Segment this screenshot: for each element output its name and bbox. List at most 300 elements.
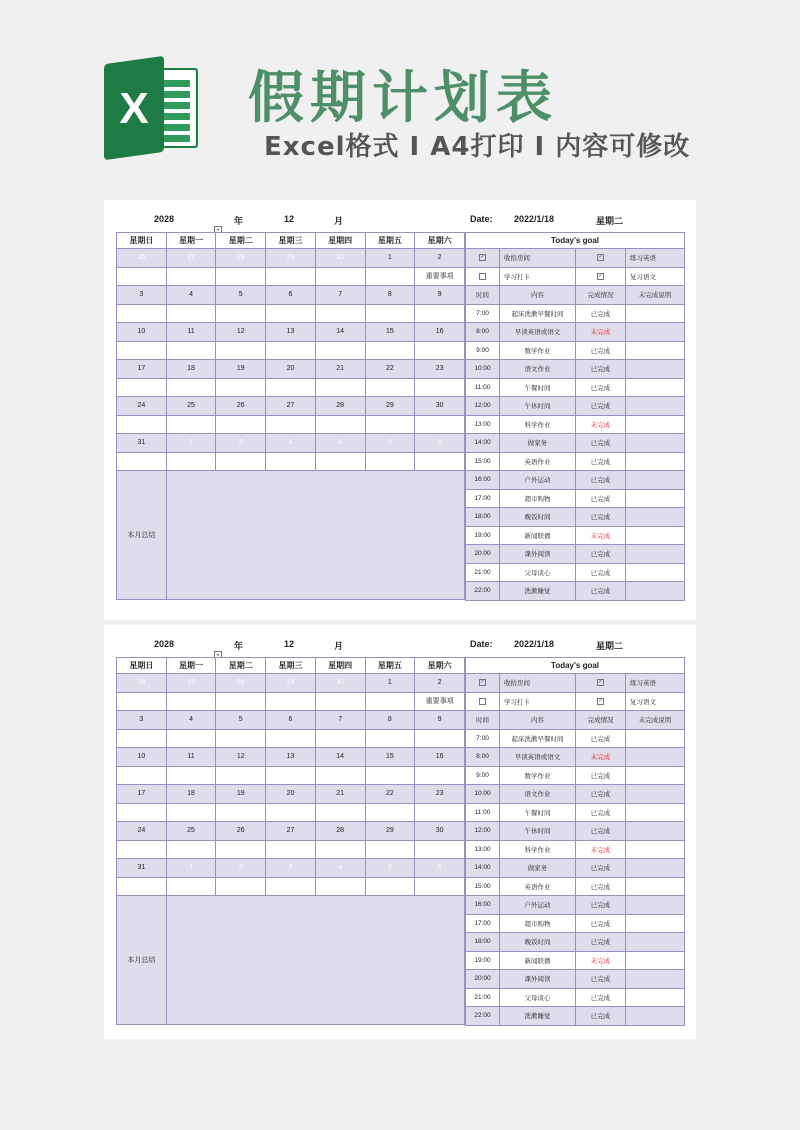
schedule-content[interactable]: 语文作业 <box>500 785 576 804</box>
calendar-day[interactable]: 6 <box>415 434 465 453</box>
schedule-content[interactable]: 晚饭时间 <box>500 508 576 527</box>
calendar-day[interactable]: 2 <box>216 859 266 878</box>
calendar-day[interactable]: 17 <box>117 360 167 379</box>
calendar-day[interactable]: 7 <box>315 286 365 305</box>
calendar-note-cell[interactable] <box>216 452 266 471</box>
calendar-note-cell[interactable] <box>315 877 365 896</box>
calendar-note-cell[interactable] <box>117 415 167 434</box>
calendar-note-cell[interactable] <box>266 692 316 711</box>
calendar-day[interactable]: 5 <box>365 434 415 453</box>
calendar-note-cell[interactable] <box>315 692 365 711</box>
calendar-note-cell[interactable] <box>315 378 365 397</box>
goal-checkbox-cell[interactable] <box>466 692 500 711</box>
schedule-content[interactable]: 户外运动 <box>500 896 576 915</box>
calendar-day[interactable]: 6 <box>415 859 465 878</box>
calendar-day[interactable]: 1 <box>166 434 216 453</box>
calendar-day[interactable]: 26 <box>216 397 266 416</box>
calendar-note-cell[interactable] <box>415 803 465 822</box>
calendar-day[interactable]: 10 <box>117 748 167 767</box>
calendar-day[interactable]: 4 <box>166 286 216 305</box>
schedule-status[interactable]: 已完成 <box>576 933 626 952</box>
schedule-note[interactable] <box>626 729 685 748</box>
schedule-content[interactable]: 语文作业 <box>500 360 576 379</box>
schedule-status[interactable]: 已完成 <box>576 545 626 564</box>
calendar-note-cell[interactable] <box>266 766 316 785</box>
calendar-day[interactable]: 4 <box>315 859 365 878</box>
schedule-note[interactable] <box>626 988 685 1007</box>
schedule-note[interactable] <box>626 766 685 785</box>
schedule-status[interactable]: 未完成 <box>576 840 626 859</box>
calendar-day[interactable]: 7 <box>315 711 365 730</box>
calendar-day[interactable]: 29 <box>365 822 415 841</box>
schedule-row <box>466 452 685 471</box>
calendar-day[interactable]: 12 <box>216 323 266 342</box>
schedule-note[interactable] <box>626 970 685 989</box>
calendar-week-row <box>117 360 465 379</box>
calendar-note-cell[interactable] <box>365 877 415 896</box>
weekday-header: 星期二 <box>216 233 266 249</box>
calendar-note-cell[interactable] <box>117 877 167 896</box>
calendar-day[interactable]: 28 <box>216 674 266 693</box>
calendar-note-cell[interactable] <box>166 304 216 323</box>
summary-input[interactable] <box>166 896 464 1025</box>
calendar-day[interactable]: 13 <box>266 748 316 767</box>
schedule-status[interactable]: 已完成 <box>576 859 626 878</box>
schedule-note[interactable] <box>626 397 685 416</box>
schedule-content[interactable]: 超市购物 <box>500 914 576 933</box>
schedule-status[interactable]: 未完成 <box>576 415 626 434</box>
calendar-note-cell[interactable] <box>216 729 266 748</box>
schedule-status[interactable]: 已完成 <box>576 970 626 989</box>
schedule-content[interactable]: 午休时间 <box>500 397 576 416</box>
schedule-status[interactable]: 已完成 <box>576 766 626 785</box>
schedule-time: 18:00 <box>466 933 500 952</box>
schedule-status[interactable]: 已完成 <box>576 729 626 748</box>
calendar-day[interactable]: 30 <box>315 674 365 693</box>
schedule-content[interactable]: 课外阅读 <box>500 545 576 564</box>
schedule-note[interactable] <box>626 877 685 896</box>
schedule-status[interactable]: 未完成 <box>576 748 626 767</box>
calendar-note-cell[interactable] <box>365 803 415 822</box>
calendar-day[interactable]: 16 <box>415 323 465 342</box>
schedule-content[interactable]: 午休时间 <box>500 822 576 841</box>
calendar-day[interactable]: 12 <box>216 748 266 767</box>
schedule-content[interactable]: 科学作业 <box>500 415 576 434</box>
schedule-status[interactable]: 已完成 <box>576 563 626 582</box>
calendar-note-cell[interactable] <box>415 341 465 360</box>
calendar-note-cell[interactable] <box>365 341 415 360</box>
schedule-note[interactable] <box>626 1007 685 1026</box>
goal-checkbox-cell[interactable] <box>576 249 626 268</box>
schedule-content[interactable]: 早读英语或语文 <box>500 323 576 342</box>
schedule-content[interactable]: 洗漱睡觉 <box>500 582 576 601</box>
calendar-note-cell[interactable] <box>365 692 415 711</box>
calendar-note-cell[interactable] <box>216 341 266 360</box>
calendar-day[interactable]: 3 <box>117 711 167 730</box>
goal-checkbox-cell[interactable] <box>576 692 626 711</box>
schedule-note[interactable] <box>626 859 685 878</box>
schedule-time: 14:00 <box>466 859 500 878</box>
calendar-day[interactable]: 21 <box>315 360 365 379</box>
calendar-note-cell[interactable] <box>166 267 216 286</box>
schedule-time: 11:00 <box>466 378 500 397</box>
schedule-note[interactable] <box>626 471 685 490</box>
checkbox-icon[interactable] <box>479 698 486 705</box>
calendar-day[interactable]: 18 <box>166 785 216 804</box>
calendar-note-cell[interactable] <box>365 378 415 397</box>
schedule-note[interactable] <box>626 933 685 952</box>
calendar-day[interactable]: 22 <box>365 360 415 379</box>
schedule-content[interactable]: 数学作业 <box>500 341 576 360</box>
schedule-content[interactable]: 新闻联播 <box>500 526 576 545</box>
calendar-note-cell[interactable] <box>266 415 316 434</box>
schedule-content[interactable]: 父母谈心 <box>500 563 576 582</box>
schedule-status[interactable]: 已完成 <box>576 508 626 527</box>
schedule-note[interactable] <box>626 896 685 915</box>
calendar-note-cell[interactable] <box>117 729 167 748</box>
checkbox-icon[interactable] <box>479 273 486 280</box>
schedule-status[interactable]: 已完成 <box>576 1007 626 1026</box>
goal-checkbox-cell[interactable] <box>576 267 626 286</box>
calendar-day[interactable]: 1 <box>365 674 415 693</box>
calendar-note-cell[interactable] <box>216 415 266 434</box>
checkbox-icon[interactable]: ✓ <box>598 254 603 261</box>
schedule-row <box>466 766 685 785</box>
schedule-row <box>466 840 685 859</box>
calendar-note-cell[interactable] <box>216 840 266 859</box>
calendar-day[interactable]: 3 <box>266 434 316 453</box>
calendar-day[interactable]: 20 <box>266 360 316 379</box>
schedule-note[interactable] <box>626 452 685 471</box>
calendar-day[interactable]: 30 <box>415 822 465 841</box>
schedule-note[interactable] <box>626 582 685 601</box>
calendar-note-cell[interactable] <box>315 341 365 360</box>
calendar-note-cell[interactable] <box>166 766 216 785</box>
schedule-content[interactable]: 起床洗漱早餐时间 <box>500 304 576 323</box>
schedule-row <box>466 508 685 527</box>
schedule-note[interactable] <box>626 341 685 360</box>
calendar-day[interactable]: 22 <box>365 785 415 804</box>
calendar-note-cell[interactable] <box>166 840 216 859</box>
calendar-day[interactable]: 10 <box>117 323 167 342</box>
calendar-note-cell[interactable] <box>266 378 316 397</box>
calendar-note-cell[interactable] <box>315 803 365 822</box>
calendar-note-cell[interactable] <box>166 803 216 822</box>
calendar-day[interactable]: 15 <box>365 323 415 342</box>
calendar-note-cell[interactable] <box>166 692 216 711</box>
calendar-day[interactable]: 8 <box>365 286 415 305</box>
calendar-day[interactable]: 24 <box>117 397 167 416</box>
calendar-note-cell[interactable] <box>216 267 266 286</box>
goal-checkbox-cell[interactable] <box>466 674 500 693</box>
schedule-status[interactable]: 未完成 <box>576 526 626 545</box>
schedule-content[interactable]: 英语作业 <box>500 452 576 471</box>
calendar-note-cell[interactable] <box>117 378 167 397</box>
goal-checkbox-cell[interactable] <box>466 249 500 268</box>
calendar-note-cell[interactable] <box>117 267 167 286</box>
calendar-note-cell[interactable] <box>117 766 167 785</box>
month-value[interactable]: 12 <box>284 639 295 649</box>
calendar-day[interactable]: 19 <box>216 360 266 379</box>
calendar-note-cell[interactable] <box>315 729 365 748</box>
schedule-status[interactable]: 已完成 <box>576 378 626 397</box>
calendar-note-cell[interactable] <box>365 840 415 859</box>
calendar-day[interactable]: 28 <box>315 822 365 841</box>
calendar-day[interactable]: 5 <box>216 286 266 305</box>
calendar-note-cell[interactable] <box>266 452 316 471</box>
goal-checkbox-cell[interactable] <box>576 674 626 693</box>
calendar-note-cell[interactable] <box>315 267 365 286</box>
schedule-content[interactable]: 做家务 <box>500 859 576 878</box>
calendar-day[interactable]: 16 <box>415 748 465 767</box>
calendar-day[interactable]: 6 <box>266 711 316 730</box>
schedule-content[interactable]: 超市购物 <box>500 489 576 508</box>
calendar-day[interactable]: 2 <box>415 674 465 693</box>
goal-task: 收拾房间 <box>500 674 576 693</box>
schedule-status[interactable]: 已完成 <box>576 785 626 804</box>
calendar-day[interactable]: 29 <box>266 674 316 693</box>
schedule-content[interactable]: 科学作业 <box>500 840 576 859</box>
schedule-note[interactable] <box>626 378 685 397</box>
calendar-note-cell[interactable] <box>415 304 465 323</box>
schedule-note[interactable] <box>626 951 685 970</box>
calendar-note-cell[interactable] <box>216 766 266 785</box>
calendar-day[interactable]: 28 <box>216 249 266 268</box>
calendar-note-cell[interactable] <box>415 415 465 434</box>
calendar-day[interactable]: 1 <box>365 249 415 268</box>
calendar-note-cell[interactable] <box>166 378 216 397</box>
schedule-status[interactable]: 未完成 <box>576 323 626 342</box>
schedule-status[interactable]: 已完成 <box>576 988 626 1007</box>
schedule-status[interactable]: 已完成 <box>576 341 626 360</box>
schedule-status[interactable]: 已完成 <box>576 914 626 933</box>
calendar-day[interactable]: 14 <box>315 323 365 342</box>
calendar-day[interactable]: 24 <box>117 822 167 841</box>
calendar-day[interactable]: 23 <box>415 360 465 379</box>
calendar-note-cell[interactable] <box>216 692 266 711</box>
calendar-day[interactable]: 27 <box>266 822 316 841</box>
schedule-note[interactable] <box>626 415 685 434</box>
schedule-status[interactable]: 已完成 <box>576 489 626 508</box>
calendar-day[interactable]: 28 <box>315 397 365 416</box>
calendar-day[interactable]: 3 <box>117 286 167 305</box>
calendar-day[interactable]: 6 <box>266 286 316 305</box>
schedule-note[interactable] <box>626 748 685 767</box>
schedule-content[interactable]: 新闻联播 <box>500 951 576 970</box>
year-value[interactable]: 2028 <box>154 639 175 649</box>
schedule-status[interactable]: 已完成 <box>576 803 626 822</box>
calendar-note-cell[interactable] <box>365 766 415 785</box>
schedule-note[interactable] <box>626 914 685 933</box>
calendar-note-cell[interactable] <box>315 304 365 323</box>
calendar-note-cell[interactable] <box>117 840 167 859</box>
calendar-note-cell[interactable] <box>415 378 465 397</box>
calendar-note-cell[interactable] <box>365 729 415 748</box>
checkbox-icon[interactable]: ✓ <box>480 679 485 686</box>
schedule-note[interactable] <box>626 822 685 841</box>
schedule-note[interactable] <box>626 563 685 582</box>
calendar-note-cell[interactable] <box>266 729 316 748</box>
checkbox-icon[interactable]: ✓ <box>480 254 485 261</box>
calendar-note-cell[interactable] <box>117 452 167 471</box>
schedule-content[interactable]: 数学作业 <box>500 766 576 785</box>
calendar-note-cell[interactable] <box>415 452 465 471</box>
calendar-day[interactable]: 29 <box>266 249 316 268</box>
calendar-day[interactable]: 14 <box>315 748 365 767</box>
calendar-note-cell[interactable] <box>166 452 216 471</box>
calendar-day[interactable]: 31 <box>117 859 167 878</box>
month-value[interactable]: 12 <box>284 214 295 224</box>
schedule-note[interactable] <box>626 526 685 545</box>
schedule-note[interactable] <box>626 304 685 323</box>
calendar-day[interactable]: 26 <box>216 822 266 841</box>
schedule-status[interactable]: 已完成 <box>576 877 626 896</box>
calendar-note-cell[interactable] <box>216 877 266 896</box>
calendar-day[interactable]: 27 <box>166 674 216 693</box>
calendar-day[interactable]: 3 <box>266 859 316 878</box>
date-value[interactable]: 2022/1/18 <box>514 214 555 224</box>
calendar-day[interactable]: 31 <box>117 434 167 453</box>
calendar-day[interactable]: 18 <box>166 360 216 379</box>
calendar-day[interactable]: 27 <box>266 397 316 416</box>
calendar-note-cell[interactable] <box>166 415 216 434</box>
calendar-day[interactable]: 9 <box>415 286 465 305</box>
calendar-day[interactable]: 20 <box>266 785 316 804</box>
schedule-note[interactable] <box>626 508 685 527</box>
calendar-day[interactable]: 2 <box>415 249 465 268</box>
calendar-note-cell[interactable] <box>266 341 316 360</box>
schedule-status[interactable]: 未完成 <box>576 951 626 970</box>
calendar-note-cell[interactable] <box>216 378 266 397</box>
calendar-day[interactable]: 26 <box>117 674 167 693</box>
year-dropdown-icon[interactable]: ▾ <box>214 226 222 233</box>
calendar-note-cell[interactable] <box>315 766 365 785</box>
calendar-day[interactable]: 21 <box>315 785 365 804</box>
calendar-day[interactable]: 27 <box>166 249 216 268</box>
calendar-day[interactable]: 23 <box>415 785 465 804</box>
calendar-note-cell[interactable] <box>415 729 465 748</box>
calendar-day[interactable]: 13 <box>266 323 316 342</box>
calendar-day[interactable]: 11 <box>166 748 216 767</box>
calendar-note-cell[interactable] <box>365 267 415 286</box>
schedule-note[interactable] <box>626 489 685 508</box>
schedule-status[interactable]: 已完成 <box>576 896 626 915</box>
calendar-note-cell[interactable] <box>266 840 316 859</box>
calendar-day[interactable]: 15 <box>365 748 415 767</box>
goal-checkbox-cell[interactable] <box>466 267 500 286</box>
schedule-content[interactable]: 父母谈心 <box>500 988 576 1007</box>
calendar-note-cell[interactable] <box>415 840 465 859</box>
schedule-status[interactable]: 已完成 <box>576 397 626 416</box>
calendar-note-cell[interactable] <box>166 341 216 360</box>
schedule-note[interactable] <box>626 434 685 453</box>
calendar-note-cell[interactable] <box>365 452 415 471</box>
calendar-note-cell[interactable] <box>166 877 216 896</box>
schedule-note[interactable] <box>626 840 685 859</box>
calendar-note-cell[interactable] <box>266 304 316 323</box>
calendar-day[interactable]: 25 <box>166 397 216 416</box>
calendar-note-cell[interactable] <box>117 692 167 711</box>
schedule-content[interactable]: 英语作业 <box>500 877 576 896</box>
calendar-day[interactable]: 26 <box>117 249 167 268</box>
schedule-content[interactable]: 洗漱睡觉 <box>500 1007 576 1026</box>
calendar-note-cell[interactable] <box>266 877 316 896</box>
calendar-note-cell[interactable] <box>415 766 465 785</box>
calendar-note-cell[interactable] <box>166 729 216 748</box>
schedule-status[interactable]: 已完成 <box>576 582 626 601</box>
calendar-note-cell[interactable] <box>117 304 167 323</box>
calendar-note-cell[interactable] <box>266 803 316 822</box>
schedule-note[interactable] <box>626 323 685 342</box>
calendar-note-cell[interactable] <box>216 304 266 323</box>
calendar-day[interactable]: 4 <box>166 711 216 730</box>
schedule-content[interactable]: 晚饭时间 <box>500 933 576 952</box>
schedule-content[interactable]: 户外运动 <box>500 471 576 490</box>
schedule-content[interactable]: 早读英语或语文 <box>500 748 576 767</box>
schedule-content[interactable]: 午餐时间 <box>500 378 576 397</box>
calendar-day[interactable]: 29 <box>365 397 415 416</box>
calendar-day[interactable]: 11 <box>166 323 216 342</box>
calendar-note-cell[interactable] <box>315 415 365 434</box>
schedule-note[interactable] <box>626 803 685 822</box>
schedule-status[interactable]: 已完成 <box>576 471 626 490</box>
calendar-note-cell[interactable] <box>266 267 316 286</box>
checkbox-icon[interactable]: ✓ <box>598 272 603 279</box>
schedule-content[interactable]: 午餐时间 <box>500 803 576 822</box>
calendar-day[interactable]: 5 <box>216 711 266 730</box>
calendar-day[interactable]: 30 <box>315 249 365 268</box>
calendar-note-cell[interactable] <box>216 803 266 822</box>
calendar-day[interactable]: 25 <box>166 822 216 841</box>
weekday-header: 星期二 <box>216 658 266 674</box>
checkbox-icon[interactable]: ✓ <box>598 679 603 686</box>
calendar-note-cell[interactable] <box>117 341 167 360</box>
calendar-day[interactable]: 8 <box>365 711 415 730</box>
calendar-day[interactable]: 19 <box>216 785 266 804</box>
schedule-content[interactable]: 做家务 <box>500 434 576 453</box>
schedule-status[interactable]: 已完成 <box>576 434 626 453</box>
calendar-note-cell[interactable] <box>415 877 465 896</box>
summary-input[interactable] <box>166 471 464 600</box>
calendar-day[interactable]: 17 <box>117 785 167 804</box>
schedule-status[interactable]: 已完成 <box>576 452 626 471</box>
calendar-day[interactable]: 2 <box>216 434 266 453</box>
calendar-day[interactable]: 30 <box>415 397 465 416</box>
schedule-status[interactable]: 已完成 <box>576 304 626 323</box>
calendar-note-cell[interactable] <box>315 840 365 859</box>
calendar-note-cell[interactable] <box>365 304 415 323</box>
calendar-note-cell[interactable] <box>365 415 415 434</box>
year-value[interactable]: 2028 <box>154 214 175 224</box>
year-dropdown-icon[interactable]: ▾ <box>214 651 222 658</box>
calendar-day[interactable]: 9 <box>415 711 465 730</box>
checkbox-icon[interactable]: ✓ <box>598 697 603 704</box>
schedule-note[interactable] <box>626 360 685 379</box>
schedule-note[interactable] <box>626 785 685 804</box>
calendar-note-cell[interactable] <box>117 803 167 822</box>
schedule-content[interactable]: 起床洗漱早餐时间 <box>500 729 576 748</box>
schedule-status[interactable]: 已完成 <box>576 822 626 841</box>
schedule-row <box>466 729 685 748</box>
calendar-note-cell[interactable] <box>315 452 365 471</box>
date-value[interactable]: 2022/1/18 <box>514 639 555 649</box>
calendar-day[interactable]: 1 <box>166 859 216 878</box>
calendar-day[interactable]: 4 <box>315 434 365 453</box>
schedule-status[interactable]: 已完成 <box>576 360 626 379</box>
calendar-day[interactable]: 5 <box>365 859 415 878</box>
schedule-note[interactable] <box>626 545 685 564</box>
schedule-content[interactable]: 课外阅读 <box>500 970 576 989</box>
